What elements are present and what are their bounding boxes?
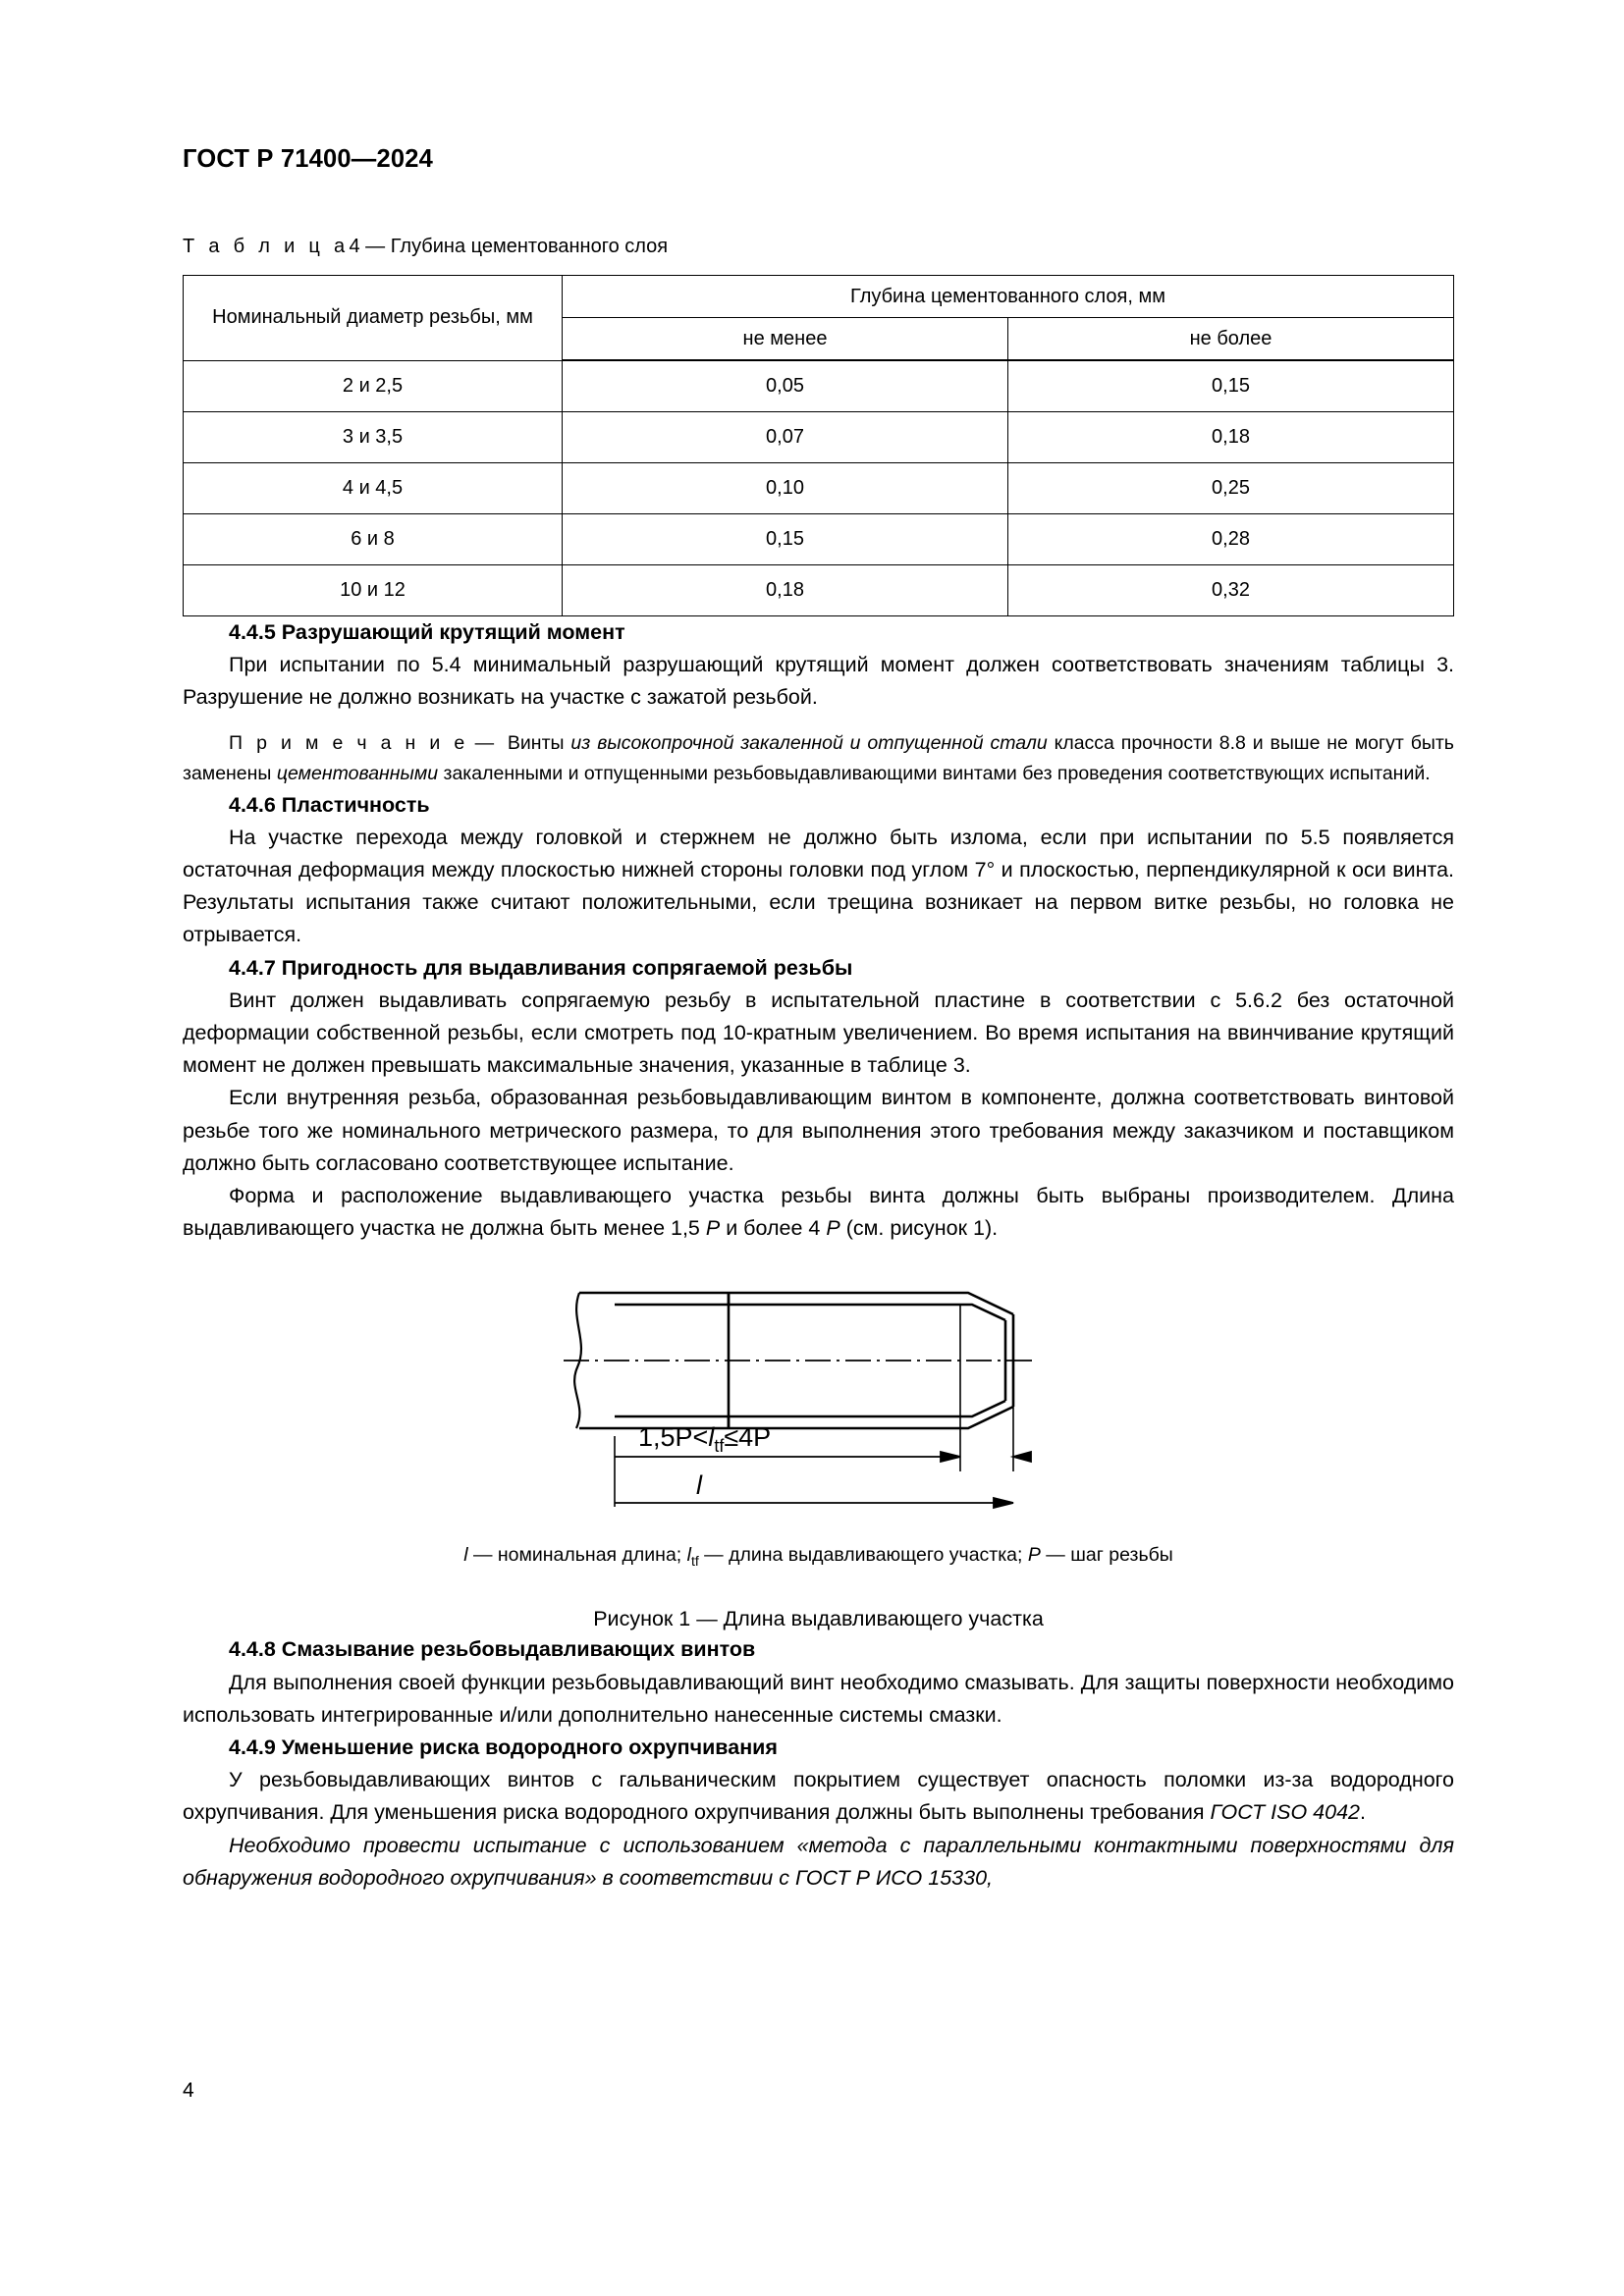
cell-max: 0,15 (1008, 360, 1454, 412)
cell-min: 0,15 (563, 514, 1008, 565)
symbol-pitch-2: P (826, 1216, 840, 1241)
clause-heading-4-4-9: 4.4.9 Уменьшение риска водородного охрупчивания (229, 1735, 778, 1759)
clause-body-4-4-9 (183, 1764, 1454, 1829)
legend-text-ltf: — длина выдавливающего участка; (698, 1543, 1028, 1566)
carburized-depth-table (183, 275, 1454, 616)
legend-symbol-l: l (463, 1543, 468, 1566)
note-label: П р и м е ч а н и е (229, 731, 468, 754)
note-text-1: Винты (507, 731, 565, 754)
note-text-2: класса прочности 8.8 и выше не могут быть заменены (183, 731, 1454, 784)
table-header-row-1 (184, 276, 1454, 318)
cell-max: 0,18 (1008, 412, 1454, 463)
table-row (184, 514, 1454, 565)
thread-forming-screw-diagram (544, 1279, 1094, 1515)
clause-body-4-4-5: При испытании по 5.4 минимальный разрушающий крутящий момент должен соответствовать значениям таблицы 3. Разрушение не должно возникать на участке с зажатой резьбой. (183, 653, 1454, 710)
note-paragraph (183, 728, 1454, 789)
symbol-pitch-1: P (705, 1216, 721, 1241)
cell-diameter: 6 и 8 (184, 514, 563, 565)
figure-title: Рисунок 1 — Длина выдавливающего участка (593, 1607, 1044, 1631)
table-caption-label: Т а б л и ц а (183, 236, 350, 258)
dim-ltf-prefix: 1,5P< (637, 1421, 708, 1452)
clause-body-4-4-6: На участке перехода между головкой и стержнем не должно быть излома, если при испытании по 5.5 появляется остаточная деформация между плоскостью нижней стороны головки под углом 7° и плоскостью, перпендикулярной к оси винта. Результаты испытания также считают положительными, если трещина возникает на первом витке резьбы, но головка не отрывается. (183, 825, 1454, 947)
table-caption (183, 235, 1454, 259)
dimension-label-ltf (638, 1422, 771, 1456)
cell-max: 0,28 (1008, 514, 1454, 565)
arrow-ltf-right (941, 1452, 960, 1462)
clause-4-4-7-p3-text-c: (см. рисунок 1). (845, 1216, 999, 1241)
cell-max: 0,25 (1008, 463, 1454, 514)
cell-diameter: 3 и 3,5 (184, 412, 563, 463)
clause-4-4-7-p3-text-a: Форма и расположение выдавливающего участка резьбы винта должны быть выбраны производителем. Длина выдавливающего участка не должна быть менее 1,5 (183, 1184, 1454, 1241)
column-header-diameter: Номинальный диаметр резьбы, мм (184, 276, 563, 361)
clause-heading-4-4-5: 4.4.5 Разрушающий крутящий момент (229, 620, 625, 645)
cell-diameter: 4 и 4,5 (184, 463, 563, 514)
table-row (184, 412, 1454, 463)
clause-body-4-4-7-p3 (183, 1180, 1454, 1245)
clause-body-4-4-8: Для выполнения своей функции резьбовыдавливающий винт необходимо смазывать. Для защиты поверхности необходимо использовать интегрированные и/или дополнительно нанесенные системы смазки. (183, 1670, 1454, 1727)
cell-min: 0,18 (563, 565, 1008, 616)
table-caption-text: 4 — Глубина цементованного слоя (349, 236, 669, 258)
clause-4-4-9-text-a: У резьбовыдавливающих винтов с гальваническим покрытием существует опасность поломки из-за водородного охрупчивания. Для уменьшения риска водородного охрупчивания должны быть выполнены требования (183, 1768, 1454, 1825)
column-header-max: не более (1008, 318, 1454, 361)
table-head (184, 276, 1454, 361)
note-italic-1: из высокопрочной закаленной и отпущенной стали (570, 731, 1048, 754)
arrow-l-right (994, 1498, 1013, 1508)
figure-1 (183, 1279, 1454, 1634)
table-row (184, 463, 1454, 514)
legend-text-p: — шаг резьбы (1040, 1543, 1173, 1566)
note-italic-2: цементованными (276, 762, 439, 784)
clause-4-4-9-italic-paragraph (183, 1830, 1454, 1895)
clause-4-4-9-text-b: . (1360, 1800, 1366, 1825)
legend-symbol-p: P (1027, 1543, 1041, 1566)
clause-body-4-4-7-p2: Если внутренняя резьба, образованная резьбовыдавливающим винтом в компоненте, должна соответствовать винтовой резьбе того же номинального метрического размера, то для выполнения этого требования между заказчиком и поставщиком должно быть согласовано соответствующее испытание. (183, 1086, 1454, 1175)
document-header: ГОСТ Р 71400—2024 (183, 145, 434, 173)
clause-4-4-7-p3-text-b: и более 4 (726, 1216, 821, 1241)
shank-root-top (615, 1293, 729, 1305)
reference-gost-iso-4042: ГОСТ ISO 4042 (1210, 1800, 1361, 1825)
clause-body-4-4-7-p1: Винт должен выдавливать сопрягаемую резьбу в испытательной пластине в соответствии с 5.6.2 без остаточной деформации собственной резьбы, если смотреть под 10-кратным увеличением. Во время испытания на ввинчивание крутящий момент не должен превышать максимальные значения, указанные в таблице 3. (183, 988, 1454, 1078)
page-content (183, 145, 1454, 1895)
table-row (184, 360, 1454, 412)
figure-legend (183, 1540, 1454, 1575)
arrow-ltf-outer (1013, 1452, 1031, 1462)
cell-max: 0,32 (1008, 565, 1454, 616)
column-header-depth-group: Глубина цементованного слоя, мм (563, 276, 1454, 318)
page-number: 4 (183, 2079, 194, 2102)
dim-ltf-suffix: ≤4P (723, 1421, 771, 1452)
shank-root-bottom-right (729, 1401, 1005, 1416)
clause-heading-4-4-7: 4.4.7 Пригодность для выдавливания сопрягаемой резьбы (229, 955, 853, 980)
note-dash: — (474, 731, 495, 754)
clause-heading-4-4-6: 4.4.6 Пластичность (229, 792, 430, 817)
note-text-3: закаленными и отпущенными резьбовыдавливающими винтами без проведения соответствующих испытаний. (443, 762, 1431, 784)
cell-min: 0,07 (563, 412, 1008, 463)
cell-min: 0,10 (563, 463, 1008, 514)
cell-diameter: 2 и 2,5 (184, 360, 563, 412)
dim-ltf-sub: tf (713, 1435, 724, 1456)
legend-text-l: — номинальная длина; (467, 1543, 687, 1566)
dimension-label-l: l (695, 1469, 702, 1500)
shank-root-top-right (729, 1305, 1005, 1320)
hydrogen-embrittlement-test-text: Необходимо провести испытание с использованием «метода с параллельными контактными поверхностями для обнаружения водородного охрупчивания» в соответствии с ГОСТ Р ИСО 15330, (183, 1833, 1454, 1890)
legend-symbol-ltf: l (686, 1543, 691, 1566)
cell-diameter: 10 и 12 (184, 565, 563, 616)
clause-heading-4-4-8: 4.4.8 Смазывание резьбовыдавливающих винтов (229, 1637, 756, 1662)
column-header-min: не менее (563, 318, 1008, 361)
legend-symbol-ltf-sub: tf (690, 1552, 699, 1569)
table-body (184, 360, 1454, 616)
cell-min: 0,05 (563, 360, 1008, 412)
dim-ltf-var: l (707, 1421, 714, 1452)
table-row (184, 565, 1454, 616)
